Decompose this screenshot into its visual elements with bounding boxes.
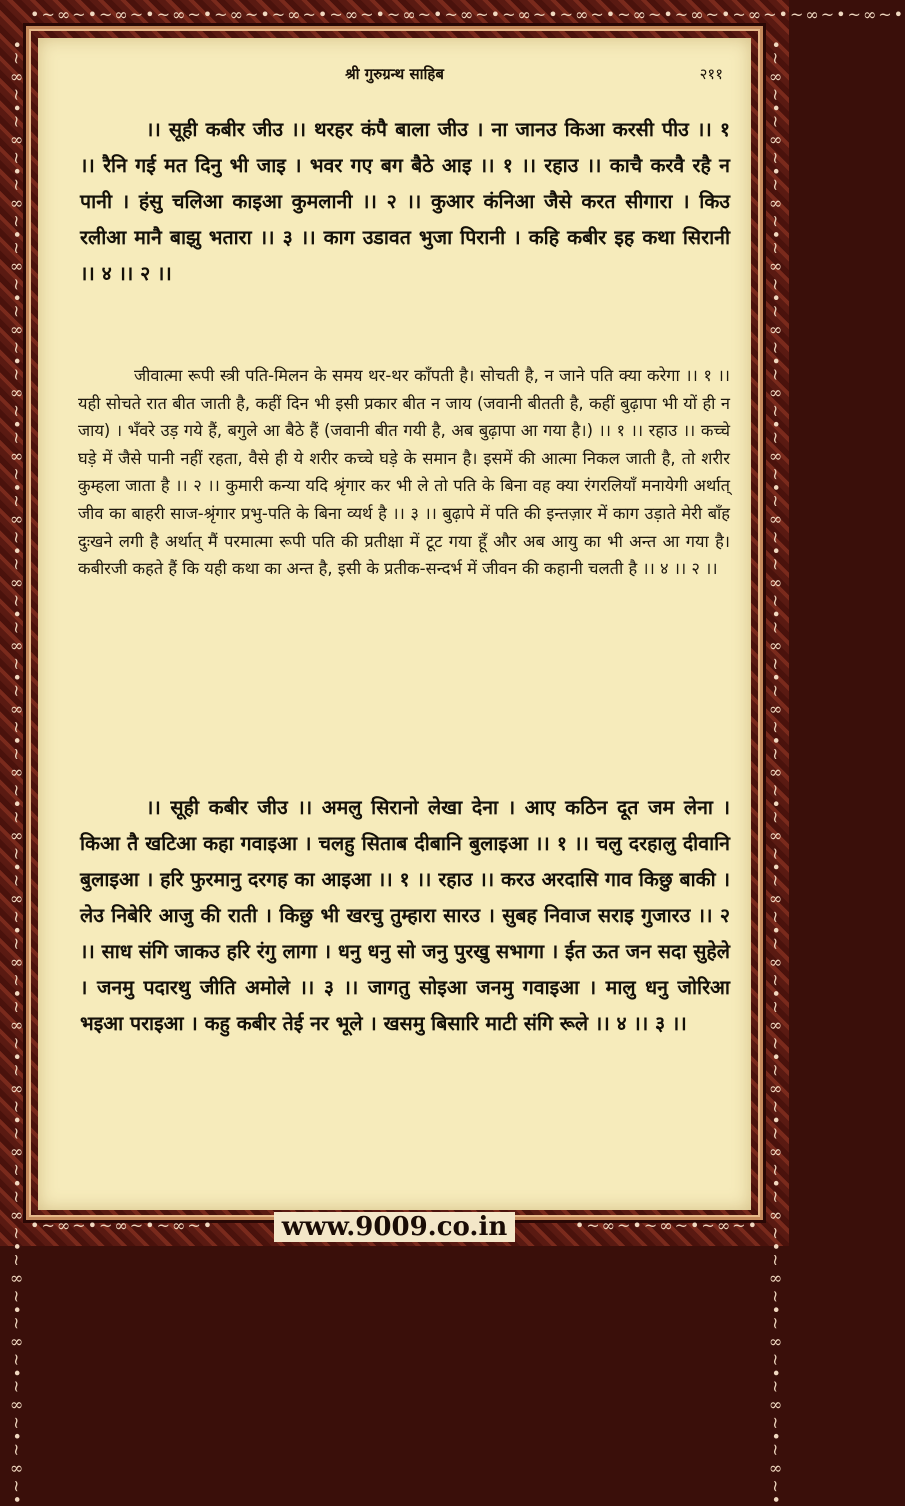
website-url[interactable]: www.9009.co.in [274,1212,516,1242]
scroll-ornament-icon: •~∞~•~∞~•~∞~•~∞~•~∞~•~∞~•~∞~•~∞~•~∞~•~∞~•~∞~•~∞~•~∞~•~∞~•~∞~• [30,5,905,24]
verse-block-1: ।। सूही कबीर जीउ ।। थरहर कंपै बाला जीउ । ना जानउ किआ करसी पीउ ।। १ ।। रैनि गई मत दिनु भी जाइ । भवर गए बग बैठे आइ ।। १ ।। रहाउ ।। काचै करवै रहै न पानी । हंसु चलिआ काइआ कुमलानी ।। २ ।। कुआर कंनिआ जैसे करत सीगारा । किउ रलीआ मानै बाझु भतारा ।। ३ ।। काग उडावत भुजा पिरानी । कहि कबीर इह कथा सिरानी ।। ४ ।। २ ।। [80,118,730,285]
page-number: २११ [699,65,723,83]
footer [30,1212,759,1242]
verse-block-2: ।। सूही कबीर जीउ ।। अमलु सिरानो लेखा देना । आए कठिन दूत जम लेना । किआ तै खटिआ कहा गवाइआ । चलहु सिताब दीबानि बुलाइआ ।। १ ।। चलु दरहालु दीवानि बुलाइआ । हरि फुरमानु दरगह का आइआ ।। १ ।। रहाउ ।। करउ अरदासि गाव किछु बाकी । लेउ निबेरि आजु की राती । किछु भी खरचु तुम्हारा सारउ । सुबह निवाज सराइ गुजारउ ।। २ ।। साध संगि जाकउ हरि रंगु लागा । धनु धनु सो जनु पुरखु सभागा । ईत ऊत जन सदा सुहेले । जनमु पदारथु जीति अमोले ।। ३ ।। जागतु सोइआ जनमु गवाइआ । मालु धनु जोरिआ भइआ पराइआ । कहु कबीर तेई नर भूले । खसमु बिसारि माटी संगि रूले ।। ४ ।। ३ ।। [80,796,730,1035]
scroll-ornament-icon: •~∞~•~∞~•~∞~• [30,1216,215,1235]
page-title: श्री गुरुग्रन्थ साहिब [345,65,444,83]
scroll-ornament-icon: •~∞~•~∞~•~∞~• [574,1216,759,1235]
scripture-page [38,38,751,1210]
page-header [38,64,751,88]
scroll-ornament-icon: •~∞~•~∞~•~∞~•~∞~•~∞~•~∞~•~∞~•~∞~•~∞~•~∞~•~∞~•~∞~•~∞~•~∞~•~∞~•~∞~•~∞~•~∞~•~∞~•~∞~•~∞~•~∞~•~∞~• [7,40,26,1506]
translation-block-1: जीवात्मा रूपी स्त्री पति-मिलन के समय थर-थर काँपती है। सोचती है, न जाने पति क्या करेगा ।। १ ।। यही सोचते रात बीत जाती है, कहीं दिन भी इसी प्रकार बीत न जाय (जवानी बीतती है, कहीं बुढ़ापा भी यों ही न जाय) । भँवरे उड़ गये हैं, बगुले आ बैठे हैं (जवानी बीत गयी है, अब बुढ़ापा आ गया है।) ।। १ ।। रहाउ ।। कच्चे घड़े में जैसे पानी नहीं रहता, वैसे ही ये शरीर कच्चे घड़े के समान है। इसमें की आत्मा निकल जाती है, तो शरीर कुम्हला जाता है ।। २ ।। कुमारी कन्या यदि श्रृंगार कर भी ले तो पति के बिना वह क्या रंगरलियाँ मनायेगी अर्थात् जीव का बाहरी साज-श्रृंगार प्रभु-पति के बिना व्यर्थ है ।। ३ ।। बुढ़ापे में पति की इन्तज़ार में काग उड़ाते मेरी बाँह दुःखने लगी है अर्थात् मैं परमात्मा रूपी पति की प्रतीक्षा में टूट गया हूँ और अब आयु का भी अन्त आ गया है। कबीरजी कहते हैं कि यही कथा का अन्त है, इसी के प्रतीक-सन्दर्भ में जीवन की कहानी चलती है ।। ४ ।। २ ।। [78,366,730,579]
scroll-ornament-icon: •~∞~•~∞~•~∞~•~∞~•~∞~•~∞~•~∞~•~∞~•~∞~•~∞~•~∞~•~∞~•~∞~•~∞~•~∞~•~∞~•~∞~•~∞~•~∞~•~∞~•~∞~•~∞~•~∞~• [766,40,785,1506]
